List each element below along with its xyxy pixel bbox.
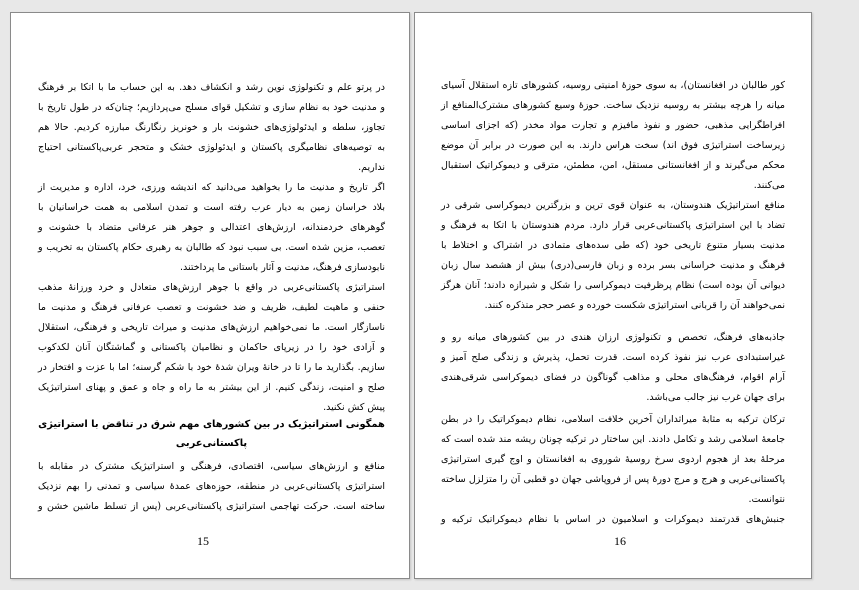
paragraph [441, 510, 785, 530]
paragraph [38, 457, 385, 517]
text-line: می‌کنند. [753, 180, 785, 191]
text-line: نتوانست. [748, 494, 785, 505]
text-line: حنفی و ماهیت لطیف، ظریف و ضد خشونت و تعصب عرفانی فرهنگ و مدنیت ما [38, 302, 385, 313]
section-heading-line: پاکستانی‌عربی [175, 438, 248, 449]
paragraph [441, 196, 785, 316]
page-text [441, 76, 785, 530]
right-page[interactable] [414, 12, 812, 579]
text-line: سازیم. بگذارید ما را تا در خانۀ ویران شدۀ خود با شکم گرسنه؛ اما با عزت و افتخار در [38, 362, 385, 373]
text-line: غیراستبدادی عرب نیز نفوذ کرده است. قدرت تحمل، پذیرش و زندگی صلح آمیز و [441, 352, 785, 363]
text-line: تعصب، مزین شده است. بی سبب نبود که طالبان به رهبری حکام پاکستان به تخریب و [38, 242, 385, 253]
text-line: زیرساخت استراتیژی فوق اند) سخت هراس دارند. به این صورت در برابر آن موضع [441, 140, 785, 151]
paragraph [441, 410, 785, 510]
text-line: جاذبه‌های فرهنگ، تخصص و تکنولوژی ارزان هندی در بین کشورهای میانه رو و [441, 332, 785, 343]
text-line: منافع استراتیژیک هندوستان، به عنوان قوی ترین و بزرگترین دیموکراسی شرقی در [441, 200, 785, 211]
text-line: تجاوز، سلطه و ایدئولوژی‌های خشونت بار و خونریز رنگارنگ مبارزه کردیم. حالا هم [38, 122, 385, 133]
page-text [38, 78, 385, 517]
text-line: در پرتو علم و تکنولوژی نوین رشد و انکشاف دهد. به این حساب ما با اتکا بر فرهنگ [38, 82, 385, 93]
text-line: میانه را هرچه بیشتر به روسیه نزدیک ساخت. حوزۀ وسیع کشورهای مشترک‌المنافع از [441, 100, 785, 111]
text-line: افراطگرایی مذهبی، حضور و نفوذ مافیزم و تجارت مواد مخدر (که اجزای اساسی [441, 120, 785, 131]
text-line: تضاد با این استراتیژی پاکستانی‌عربی قرار دارد. مردم هندوستان با اتکا به فرهنگ و [441, 220, 785, 231]
text-line: ناسازگار است. ما نمی‌خواهیم ارزش‌های مدنیت و میراث تاریخی و فرهنگی، استقلال [38, 322, 385, 333]
paragraph [38, 278, 385, 418]
section-heading-line: همگونی استراتیژیک در بین کشورهای مهم شرق در تناقض با استراتیژی [38, 419, 385, 430]
text-line: مدنیت بسیار متنوع تاریخی خود (که طی سده‌های متمادی در اشتراک و اختلاط با [441, 240, 785, 251]
text-line: بلاد خراسان زمین به دیار عرب رفته است و تمدن اسلامی به همت خراسانیان با [38, 202, 385, 213]
text-line: پاکستانی‌عربی و هرج و مرج دورۀ پس از فروپاشی جهان دو قطبی آن را متزلزل ساخته [441, 474, 785, 485]
section-heading [38, 415, 385, 453]
left-page[interactable] [10, 12, 410, 579]
paragraph [441, 76, 785, 196]
text-line: استراتیژی پاکستانی‌عربی در واقع با جوهر ارزش‌های متعادل و خرد ورزانۀ مذهب [38, 282, 385, 293]
text-line: منافع و ارزش‌های سیاسی، اقتصادی، فرهنگی و استراتیژیک مشترک در مقابله با [38, 461, 385, 472]
page-number: 16 [614, 534, 626, 548]
text-line: نابودسازی فرهنگ، مدنیت و آثار باستانی ما پرداختند. [179, 262, 385, 273]
text-line: جنبش‌های قدرتمند دیموکرات و اسلامیون در اساس با نظام دیموکراتیک ترکیه و [441, 514, 785, 525]
page-number: 15 [197, 534, 209, 548]
text-line: پیش کش نکنید. [323, 402, 385, 413]
text-line: و آزادی خود را در زیرپای حاکمان و نظامیان پاکستانی و گماشتگان آنان لکدکوب [38, 342, 385, 353]
text-line: مرحلۀ بعد از هجوم اردوی سرخ روسیۀ شوروی به افغانستان و اوج گیری استراتیژی [441, 454, 785, 465]
paragraph [38, 78, 385, 178]
text-line: اگر تاریخ و مدنیت ما را بخواهید می‌دانید که اندیشه ورزی، خرد، اداره و مدیریت از [38, 182, 385, 193]
paragraph [441, 328, 785, 408]
text-line: صلح و امنیت، زندگی کنیم. از این بیشتر به ما راه و جاه و عمق و پهنای استراتیژیک [38, 382, 385, 393]
text-line: ترکان ترکیه به مثابۀ میراثداران آخرین خلافت اسلامی، نظام دیموکراتیک را در بطن [441, 414, 785, 425]
text-line: محکم می‌گیرند و از افغانستانی مستقل، امن، مطمئن، مترقی و دیموکراتیک استقبال [441, 160, 785, 171]
text-line: ساخته است. حرکت تهاجمی استراتیژی پاکستانی‌عربی (پس از تسلط ماشین خشن و [38, 501, 385, 512]
text-line: و مدنیت خود به نظام سازی و تشکیل قوای مسلح می‌پردازیم؛ چنان‌که در طول تاریخ با [38, 102, 385, 113]
text-line: گوهرهای خردمندانه، ارزش‌های اعتدالی و جوهر هنر عرفانی متضاد با خشونت و [38, 222, 385, 233]
text-line: به توصیه‌های نظامیگری پاکستان و ایدئولوژی خشک و متحجر عربی‌پاکستانی احتیاج [38, 142, 385, 153]
text-line: برای جهان غرب نیز جالب می‌باشد. [646, 392, 785, 403]
text-line: جامعۀ اسلامی رشد و تکامل دادند. این ساختار در ترکیه چونان ریشه مند شده است که [441, 434, 785, 445]
text-line: آرام اقوام، فرهنگ‌های محلی و مذاهب گوناگون در فضای دیموکراسی شرقی‌هندی [441, 372, 785, 383]
text-line: فرهنگ و مدنیت خراسانی بسر برده و زبان فارسی(دری) بیش از هشصد سال زبان [441, 260, 785, 271]
paragraph [38, 178, 385, 278]
text-line: دیوانی آن بوده است) نظام پرظرفیت دیموکراسی را شکل و شیرازه دادند؛ آنان هرگز [441, 280, 785, 291]
text-line: استراتیژی پاکستانی‌عربی در منطقه، حوزه‌های عمدۀ سیاسی و تمدنی را بهم نزدیک [38, 481, 385, 492]
text-line: نمی‌خواهند آن را قربانی استراتیژی شکست خورده و عصر حجر متذکره کنند. [484, 300, 785, 311]
text-line: کور طالبان در افغانستان)، به سوی حوزۀ امنیتی روسیه، کشورهای تازه استقلال آسیای [441, 80, 785, 91]
text-line: نداریم. [358, 162, 385, 173]
